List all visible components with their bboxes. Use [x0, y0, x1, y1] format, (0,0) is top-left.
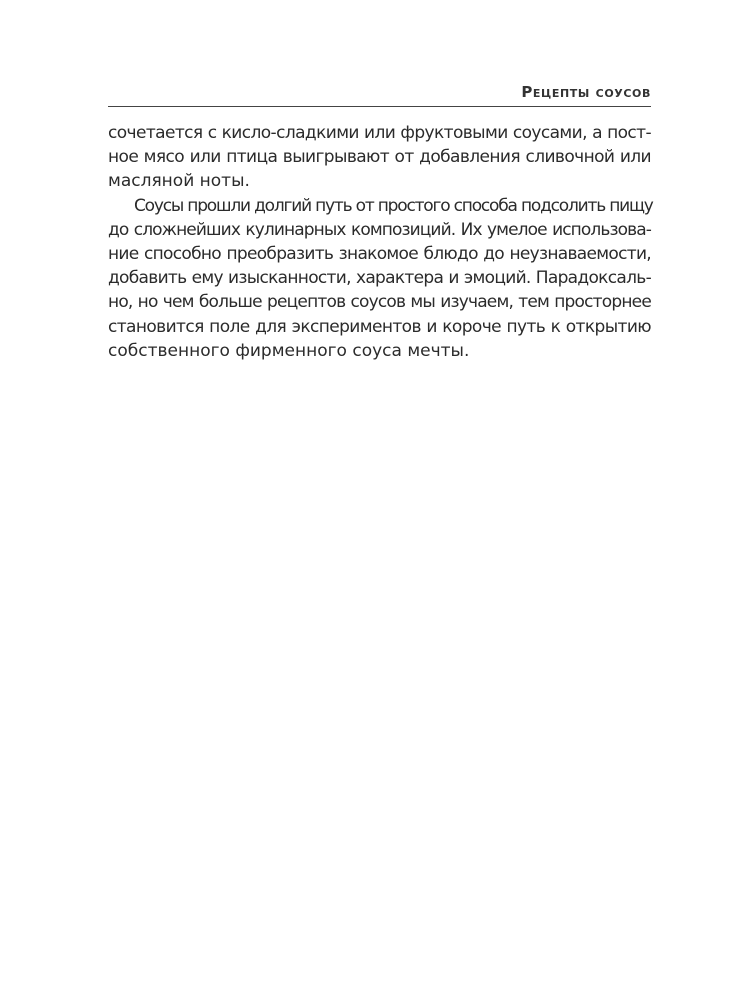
text-line: добавить ему изысканности, характера и эмоций. Парадоксаль-	[108, 268, 651, 289]
text-line: до сложнейших кулинарных композиций. Их умелое использова-	[108, 219, 651, 240]
text-line: масляной ноты.	[108, 171, 250, 192]
text-line: собственного фирменного соуса мечты.	[108, 340, 470, 361]
text-line: ное мясо или птица выигрывают от добавления сливочной или	[108, 147, 651, 168]
paragraph-1	[108, 121, 651, 194]
text-line: Соусы прошли долгий путь от простого способа подсолить пищу	[134, 195, 653, 216]
text-line: ние способно преобразить знакомое блюдо до неузнаваемости,	[108, 244, 651, 265]
text-line: но, но чем больше рецептов соусов мы изучаем, тем просторнее	[108, 292, 651, 313]
text-line: становится поле для экспериментов и короче путь к открытию	[108, 316, 651, 337]
text-line: сочетается с кисло-сладкими или фруктовыми соусами, а пост-	[108, 123, 651, 143]
book-page	[108, 80, 651, 363]
body-text	[108, 121, 651, 363]
paragraph-2	[108, 194, 651, 363]
running-head: Рецепты соусов	[108, 80, 651, 107]
